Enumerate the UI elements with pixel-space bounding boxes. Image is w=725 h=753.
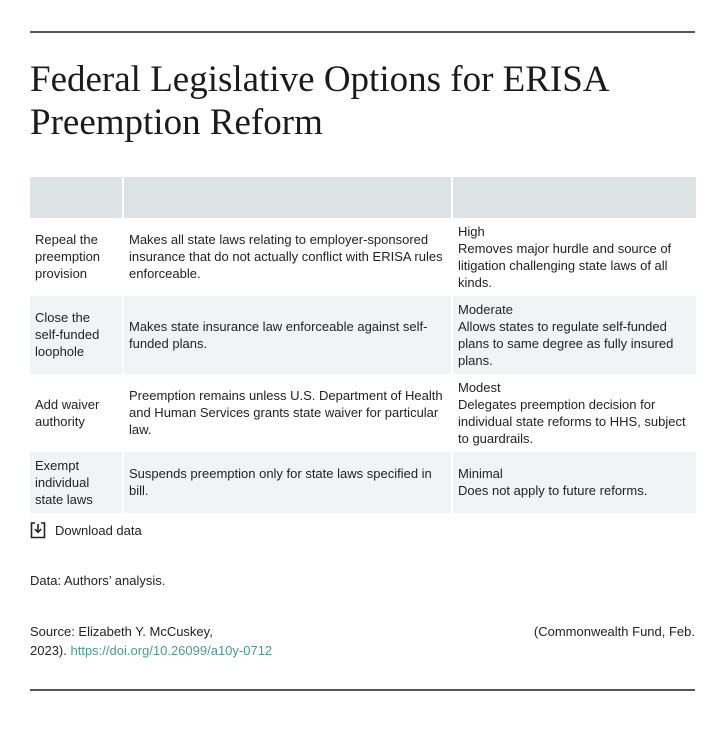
option-cell: Repeal the preemption provision bbox=[35, 232, 101, 281]
source-left bbox=[30, 622, 280, 660]
option-cell: Exempt individual state laws bbox=[30, 452, 122, 513]
top-rule bbox=[30, 31, 695, 33]
impact-text: Does not apply to future reforms. bbox=[458, 483, 648, 498]
option-cell: Add waiver authority bbox=[35, 396, 100, 429]
options-table bbox=[30, 177, 696, 513]
impact-cell bbox=[451, 452, 696, 513]
table-header-row bbox=[30, 177, 696, 218]
impact-cell bbox=[451, 218, 696, 296]
source-publisher: (Commonwealth Fund, Feb. bbox=[533, 624, 695, 639]
header-cell-description bbox=[122, 177, 451, 218]
header-cell-option bbox=[30, 177, 122, 218]
table-row bbox=[30, 296, 696, 374]
description-cell: Preemption remains unless U.S. Department of Health and Human Services grants state waiver for particular law. bbox=[122, 374, 451, 452]
impact-rating: Moderate bbox=[458, 301, 513, 317]
download-icon bbox=[30, 522, 46, 539]
header-cell-impact bbox=[451, 177, 696, 218]
impact-text: Removes major hurdle and source of litigation challenging state laws of all kinds. bbox=[458, 240, 672, 290]
description-cell: Makes all state laws relating to employer-sponsored insurance that do not actually conflict with ERISA rules enforceable. bbox=[122, 218, 451, 296]
download-data-label: Download data bbox=[55, 523, 142, 538]
bottom-rule bbox=[30, 689, 695, 691]
impact-text: Allows states to regulate self-funded plans to same degree as fully insured plans. bbox=[458, 318, 674, 368]
impact-text: Delegates preemption decision for individual state reforms to HHS, subject to guardrails. bbox=[458, 396, 686, 446]
description-cell: Suspends preemption only for state laws specified in bill. bbox=[122, 452, 451, 513]
impact-rating: Minimal bbox=[458, 466, 503, 481]
table-row bbox=[30, 374, 696, 452]
doi-link[interactable]: https://doi.org/10.26099/a10y-0712 bbox=[70, 643, 273, 658]
table-row bbox=[30, 218, 696, 296]
data-note: Data: Authors’ analysis. bbox=[30, 573, 166, 588]
table-row bbox=[30, 452, 696, 513]
source-author: Source: Elizabeth Y. McCuskey, bbox=[30, 624, 213, 639]
download-data-button[interactable] bbox=[30, 522, 142, 539]
impact-rating: Modest bbox=[458, 379, 501, 395]
option-cell: Close the self-funded loophole bbox=[30, 296, 122, 374]
impact-cell bbox=[451, 296, 696, 374]
page-title: Federal Legislative Options for ERISA Preemption Reform bbox=[30, 59, 608, 143]
impact-cell bbox=[451, 374, 696, 452]
impact-rating: High bbox=[458, 223, 485, 239]
source-year: 2023). bbox=[30, 643, 67, 658]
description-cell: Makes state insurance law enforceable against self-funded plans. bbox=[122, 296, 451, 374]
